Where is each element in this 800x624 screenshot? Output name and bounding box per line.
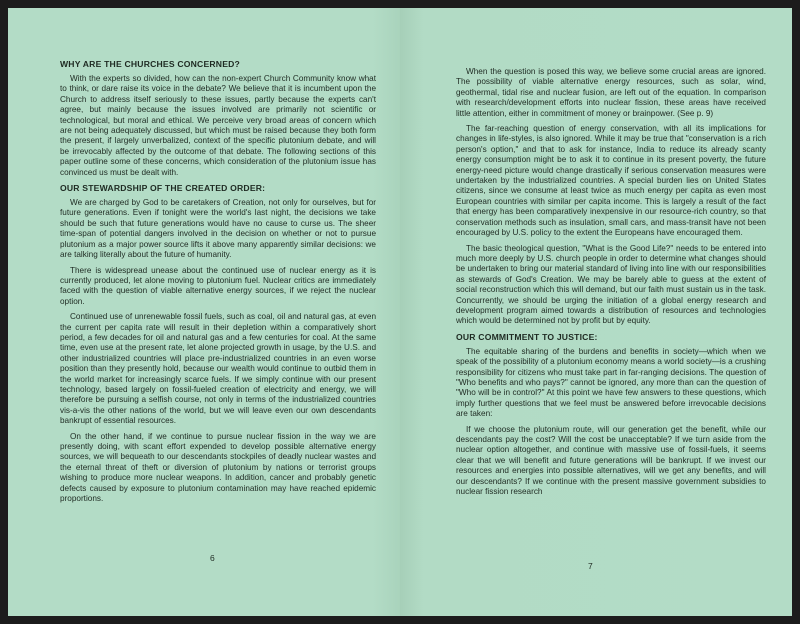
page-number-left: 6 bbox=[210, 552, 215, 563]
heading-churches-concerned: WHY ARE THE CHURCHES CONCERNED? bbox=[60, 59, 240, 69]
paragraph: There is widespread unease about the continued use of nuclear energy as it is currently produced, let alone moving to plutonium fuel. Nuclear critics are immediately faced with the question of viable alternative energy sources, if we reject the nuclear option. bbox=[60, 265, 376, 306]
heading-commitment-justice: OUR COMMITMENT TO JUSTICE: bbox=[456, 331, 598, 342]
paragraph: The equitable sharing of the burdens and benefits in society—which when we speak of the possibility of a plutonium economy means a world society—is a crushing responsibility for citizens who must take part in far-ranging decisions. The question of "Who benefits and who pays?" cannot be ignored, any more than can the question of "Who will be in control?" At this point we have few answers to these questions, which imply further questions that we feel must be answered before irrevocable decisions are taken: bbox=[456, 346, 766, 419]
paragraph: On the other hand, if we continue to pursue nuclear fission in the way we are presently doing, with scant effort expended to develop possible alternative energy sources, we will bequeath to our descendants stockpiles of deadly nuclear wastes and the eternal threat of theft or diversion of plutonium by nations or terrorist groups wishing to produce more nuclear weapons. In addition, cancer and probably genetic defects caused by exposure to plutonium contamination may have reached epidemic proportions. bbox=[60, 431, 376, 504]
paragraph: The basic theological question, "What is the Good Life?" needs to be entered into much more deeply by U.S. church people in order to determine what changes should be undertaken to bring our material standard of living into line with our responsibilities as stewards of God's Creation. We may be barely able to guess at the extent of social reconstruction which this will demand, but our faith must sustain us in the task. Concurrently, we should be urging the initiation of a global energy research and development program aimed towards a distribution of resources and technologies which would be determined not by profit but by equity. bbox=[456, 243, 766, 326]
paragraph: If we choose the plutonium route, will our generation get the benefit, while our descendants pay the cost? Will the cost be unacceptable? If we turn aside from the nuclear option altogether, and continue with massive use of fossil-fuels, it seems clear that we will benefit and future generations will be bankrupt. If we invest our resources and energies into possible alternatives, will we get any benefits, and will our descendants? If we continue with the present massive government subsidies to nuclear fission research bbox=[456, 424, 766, 497]
right-page bbox=[400, 8, 792, 616]
paragraph: When the question is posed this way, we believe some crucial areas are ignored. The possibility of viable alternative energy resources, such as solar, wind, geothermal, tidal rise and nuclear fusion, are left out of the equation. In comparison with research/development efforts into nuclear fission, these areas have received little attention, either in commitment of money or brainpower. (See p. 9) bbox=[456, 67, 766, 118]
paragraph: With the experts so divided, how can the non-expert Church Community know what to think, or dare raise its voice in the debate? We believe that it is incumbent upon the Church to address itself seriously to these issues, partly because the experts can't agree, but mainly because the issues involved are primarily not scientific or technological, but moral and ethical. We perceive very broad areas of concern which are not being adequately discussed, but which must be raised because they both form the present, if largely unverbalized, context of the specific plutonium debate, and will be irrevocably affected by the outcome of that debate. The following sections of this paper outline some of these concerns, which consideration of the plutonium issue has convinced us must be dealt with. bbox=[60, 74, 376, 177]
booklet-spread bbox=[8, 8, 792, 616]
paragraph: We are charged by God to be caretakers of Creation, not only for ourselves, but for future generations. Even if tonight were the world's last night, the decisions we take should be such that future generations would have no cause to curse us. The sheer time-span of potential dangers involved in the decision on whether or not to pursue plutonium as a major power source lifts it above many apparently similar decisions: we are talking literally about the future of humanity. bbox=[60, 198, 376, 260]
left-page bbox=[8, 8, 400, 616]
paragraph: Continued use of unrenewable fossil fuels, such as coal, oil and natural gas, at even the current per capita rate will result in their depletion within a comparatively short period, a few decades for oil and natural gas and a few centuries for coal. At the same time, even use at the present rate, let alone projected growth in usage, by the U.S. and other industrialized countries will place pre-industrialized countries in an even worse position than they presently hold, because our wealth would continue to outbid them in the world market for increasingly scarce fuels. If we simply continue with our present technology, based largely on fossil-fueled creation of electricity and energy, we will therefore be pursuing a selfish course, not only in terms of the industrialized countries vis-a-vis the other nations of the world, but we will leave even our own descendants bankrupt of essential resources. bbox=[60, 312, 376, 426]
page-number-right: 7 bbox=[588, 561, 593, 571]
heading-stewardship: OUR STEWARDSHIP OF THE CREATED ORDER: bbox=[60, 183, 266, 194]
paragraph: The far-reaching question of energy conservation, with all its implications for changes in life-styles, is also ignored. While it may be true that "conservation is a rich person's option," and that to ask for instance, India to reduce its already scanty energy consumption might be to ask it to continue in its present poverty, the future energy-need picture would change drastically if serious conservation measures were undertaken by the industrialized countries. A special burden lies on United States citizens, since we consume at least twice as much energy per capita as even most European countries with similar per capita income. This is largely a result of the fact that energy has been comparatively inexpensive in our resource-rich country, so that conservation methods such as insulation, small cars, and mass-transit have not been encouraged by U.S. policy to the extent the Europeans have encouraged them. bbox=[456, 124, 766, 238]
